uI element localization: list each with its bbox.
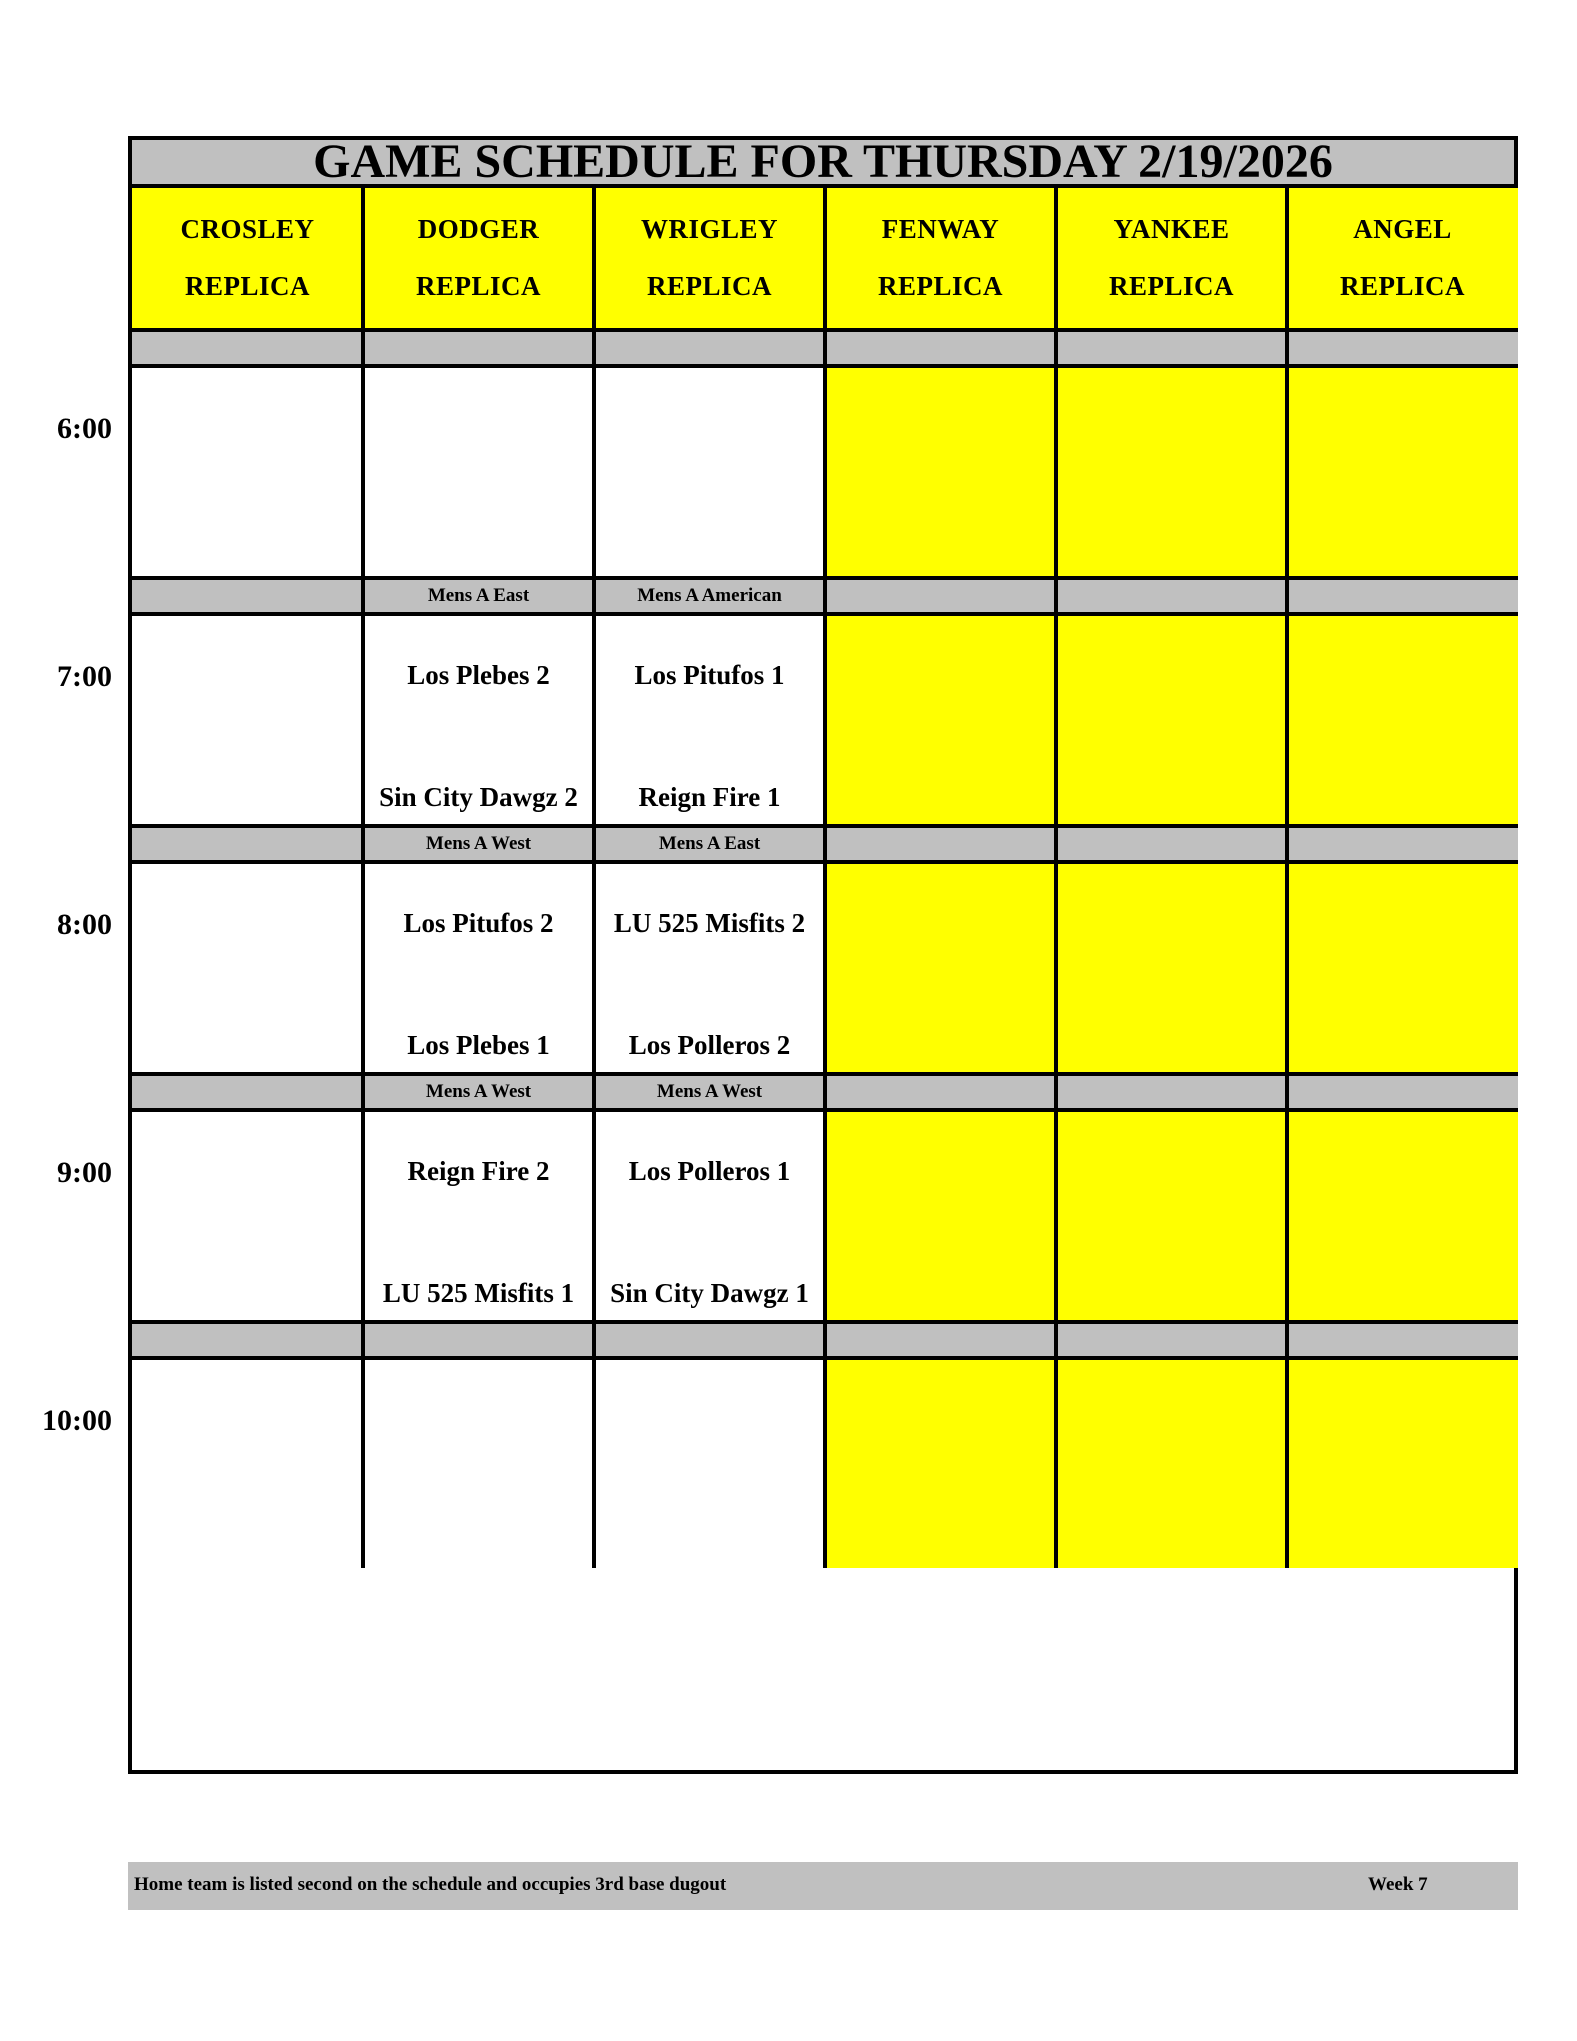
game-cell [1056, 1112, 1287, 1320]
game-cell [1287, 616, 1518, 824]
division-label [132, 828, 363, 860]
week-label: Week 7 [1368, 1874, 1428, 1895]
field-type: REPLICA [415, 271, 541, 301]
division-label [132, 580, 363, 612]
time-label: 8:00 [57, 908, 112, 941]
division-label: Mens A West [363, 1076, 594, 1108]
home-team: Sin City Dawgz 1 [610, 1278, 809, 1308]
game-cell [132, 1112, 363, 1320]
division-label [363, 1324, 594, 1356]
division-label [1056, 580, 1287, 612]
field-type: REPLICA [877, 271, 1003, 301]
division-label [1287, 1076, 1518, 1108]
field-name: WRIGLEY [640, 214, 779, 244]
game-cell [132, 616, 363, 824]
schedule-footer [128, 1862, 1518, 1910]
away-team: LU 525 Misfits 2 [613, 908, 806, 938]
time-label: 10:00 [42, 1404, 112, 1437]
division-label [363, 332, 594, 364]
division-label: Mens A West [594, 1076, 825, 1108]
time-label: 7:00 [57, 660, 112, 693]
schedule-sheet [128, 135, 1518, 1895]
field-type: REPLICA [184, 271, 310, 301]
game-cell [825, 1360, 1056, 1568]
game-cell [1056, 864, 1287, 1072]
home-team: Los Polleros 2 [628, 1030, 791, 1060]
column-divider [823, 188, 827, 1568]
game-cell [1287, 1112, 1518, 1320]
game-cell [1287, 368, 1518, 576]
division-label: Mens A East [594, 828, 825, 860]
field-type: REPLICA [646, 271, 772, 301]
division-label [825, 1324, 1056, 1356]
division-label [1287, 828, 1518, 860]
field-name: YANKEE [1113, 214, 1230, 244]
game-cell [825, 616, 1056, 824]
division-label [132, 1324, 363, 1356]
division-label [1056, 1324, 1287, 1356]
column-divider [592, 188, 596, 1568]
game-cell [825, 1112, 1056, 1320]
game-cell [594, 864, 825, 1072]
game-cell [825, 864, 1056, 1072]
home-team: Reign Fire 1 [638, 782, 781, 812]
division-label: Mens A West [363, 828, 594, 860]
game-cell [594, 368, 825, 576]
division-label [825, 332, 1056, 364]
field-type: REPLICA [1339, 271, 1465, 301]
game-cell [1056, 368, 1287, 576]
away-team: Los Polleros 1 [628, 1156, 791, 1186]
game-cell [363, 864, 594, 1072]
division-label [1287, 580, 1518, 612]
division-label [1056, 332, 1287, 364]
game-cell [594, 616, 825, 824]
away-team: Los Pitufos 2 [403, 908, 554, 938]
away-team: Reign Fire 2 [407, 1156, 550, 1186]
game-cell [1056, 616, 1287, 824]
game-cell [132, 368, 363, 576]
division-label [132, 1076, 363, 1108]
game-cell [363, 616, 594, 824]
column-divider [1054, 188, 1058, 1568]
division-label [1056, 1076, 1287, 1108]
field-header-yankee [1056, 188, 1287, 328]
game-cell [132, 1360, 363, 1568]
field-name: DODGER [417, 214, 540, 244]
division-label [594, 332, 825, 364]
game-cell [363, 1112, 594, 1320]
game-cell [363, 368, 594, 576]
division-label [825, 580, 1056, 612]
division-label [594, 1324, 825, 1356]
field-header-dodger [363, 188, 594, 328]
game-cell [1056, 1360, 1287, 1568]
footer-note: Home team is listed second on the schedule and occupies 3rd base dugout [134, 1874, 727, 1895]
away-team: Los Pitufos 1 [634, 660, 785, 690]
field-header-angel [1287, 188, 1518, 328]
field-name: ANGEL [1353, 214, 1452, 244]
time-label: 9:00 [57, 1156, 112, 1189]
field-header-fenway [825, 188, 1056, 328]
schedule-title: GAME SCHEDULE FOR THURSDAY 2/19/2026 [128, 136, 1518, 188]
home-team: LU 525 Misfits 1 [382, 1278, 575, 1308]
field-type: REPLICA [1108, 271, 1234, 301]
schedule-grid [128, 184, 1518, 1774]
time-label: 6:00 [57, 412, 112, 445]
game-cell [825, 368, 1056, 576]
game-cell [594, 1112, 825, 1320]
home-team: Sin City Dawgz 2 [379, 782, 578, 812]
division-label [825, 828, 1056, 860]
field-header-crosley [132, 188, 363, 328]
away-team: Los Plebes 2 [407, 660, 550, 690]
division-label: Mens A American [594, 580, 825, 612]
field-name: FENWAY [881, 214, 1000, 244]
column-divider [1285, 188, 1289, 1568]
division-label: Mens A East [363, 580, 594, 612]
game-cell [594, 1360, 825, 1568]
division-label [132, 332, 363, 364]
field-name: CROSLEY [180, 214, 315, 244]
game-cell [363, 1360, 594, 1568]
game-cell [132, 864, 363, 1072]
game-cell [1287, 864, 1518, 1072]
game-cell [1287, 1360, 1518, 1568]
home-team: Los Plebes 1 [407, 1030, 550, 1060]
column-divider [361, 188, 365, 1568]
division-label [1056, 828, 1287, 860]
division-label [1287, 1324, 1518, 1356]
field-header-wrigley [594, 188, 825, 328]
division-label [1287, 332, 1518, 364]
division-label [825, 1076, 1056, 1108]
